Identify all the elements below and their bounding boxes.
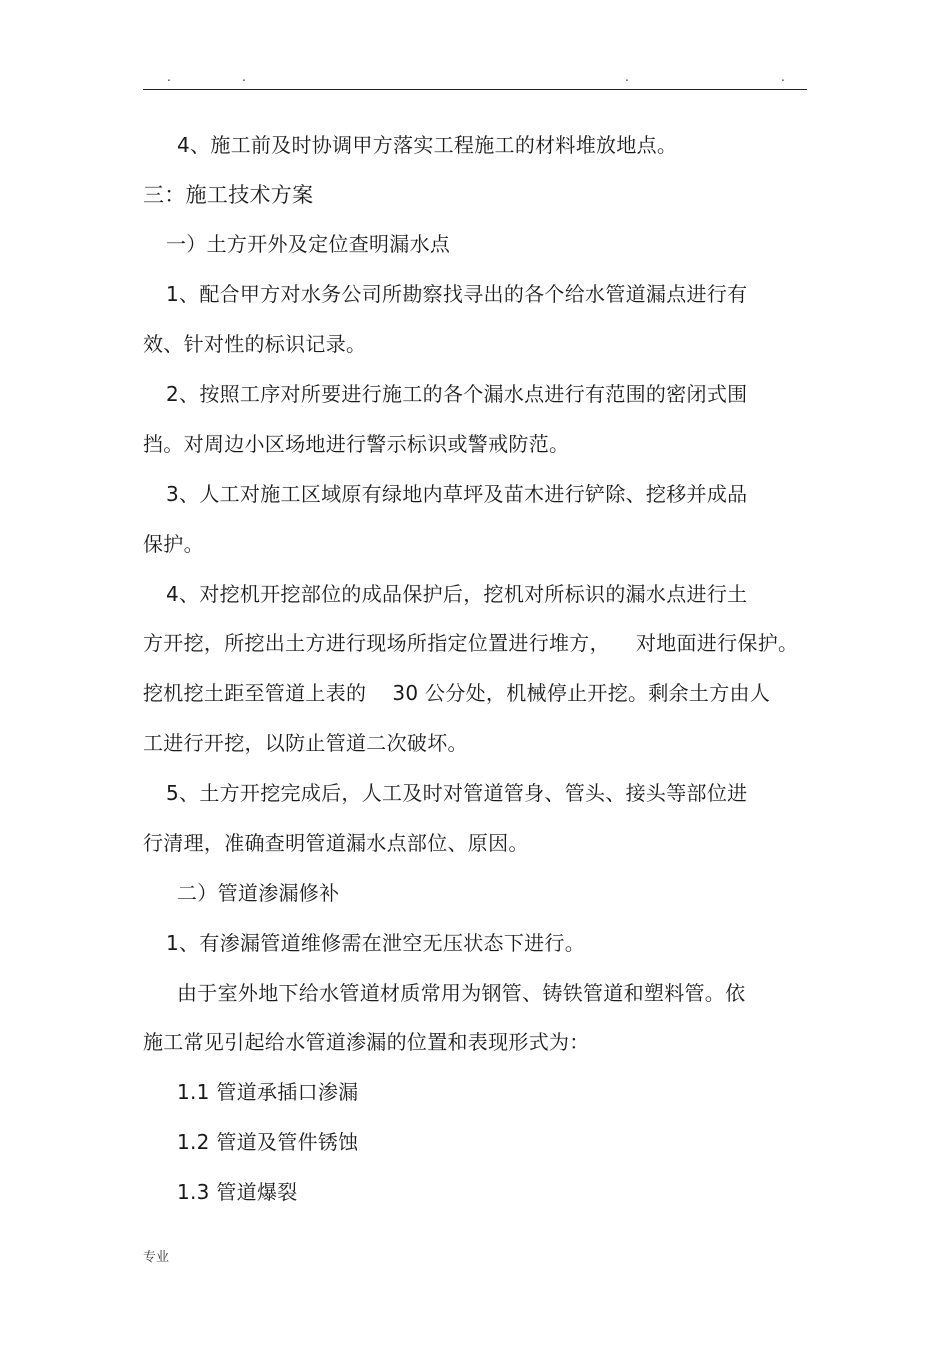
paragraph-line: 施工常见引起给水管道渗漏的位置和表现形式为： (143, 1030, 590, 1054)
paragraph-line: 2、按照工序对所要进行施工的各个漏水点进行有范围的密闭式围 (166, 382, 748, 406)
paragraph-line: 1、配合甲方对水务公司所勘察找寻出的各个给水管道漏点进行有 (166, 282, 748, 306)
paragraph-line (143, 680, 770, 706)
text-run: 对地面进行保护。 (635, 631, 799, 655)
paragraph-line: 5、土方开挖完成后，人工及时对管道管身、管头、接头等部位进 (166, 781, 748, 805)
paragraph-line: 保护。 (143, 532, 204, 556)
section-heading: 三：施工技术方案 (143, 183, 314, 207)
paragraph-line: 工进行开挖，以防止管道二次破坏。 (143, 731, 468, 755)
page-footer-label: 专业 (143, 1250, 170, 1265)
page-header-marks (143, 70, 807, 84)
subsection-heading: 二）管道渗漏修补 (177, 881, 340, 905)
text-run: 方开挖，所挖出土方进行现场所指定位置进行堆方， (143, 631, 610, 655)
list-item: 1.2 管道及管件锈蚀 (177, 1130, 359, 1154)
paragraph-line: 由于室外地下给水管道材质常用为钢管、铸铁管道和塑料管。依 (177, 981, 746, 1005)
header-dot: . (781, 70, 785, 84)
paragraph-line (143, 630, 798, 656)
paragraph-line: 效、针对性的标识记录。 (143, 332, 367, 356)
paragraph-line: 3、人工对施工区域原有绿地内草坪及苗木进行铲除、挖移并成品 (166, 482, 748, 506)
paragraph-line: 行清理，准确查明管道漏水点部位、原因。 (143, 831, 529, 855)
header-dot: . (625, 70, 629, 84)
header-dot: . (167, 70, 171, 84)
header-rule (143, 89, 807, 90)
subsection-heading: 一）土方开外及定位查明漏水点 (166, 232, 451, 256)
paragraph-line: 挡。对周边小区场地进行警示标识或警戒防范。 (143, 432, 570, 456)
header-dot: . (242, 70, 246, 84)
paragraph-line: 1、有渗漏管道维修需在泄空无压状态下进行。 (166, 931, 586, 955)
paragraph-line: 4、施工前及时协调甲方落实工程施工的材料堆放地点。 (177, 133, 678, 157)
list-item: 1.1 管道承插口渗漏 (177, 1080, 359, 1104)
text-run: 30 公分处，机械停止开挖。剩余土方由人 (392, 681, 771, 705)
text-run: 挖机挖土距至管道上表的 (143, 681, 367, 705)
paragraph-line: 4、对挖机开挖部位的成品保护后，挖机对所标识的漏水点进行土 (166, 582, 748, 606)
list-item: 1.3 管道爆裂 (177, 1180, 298, 1204)
